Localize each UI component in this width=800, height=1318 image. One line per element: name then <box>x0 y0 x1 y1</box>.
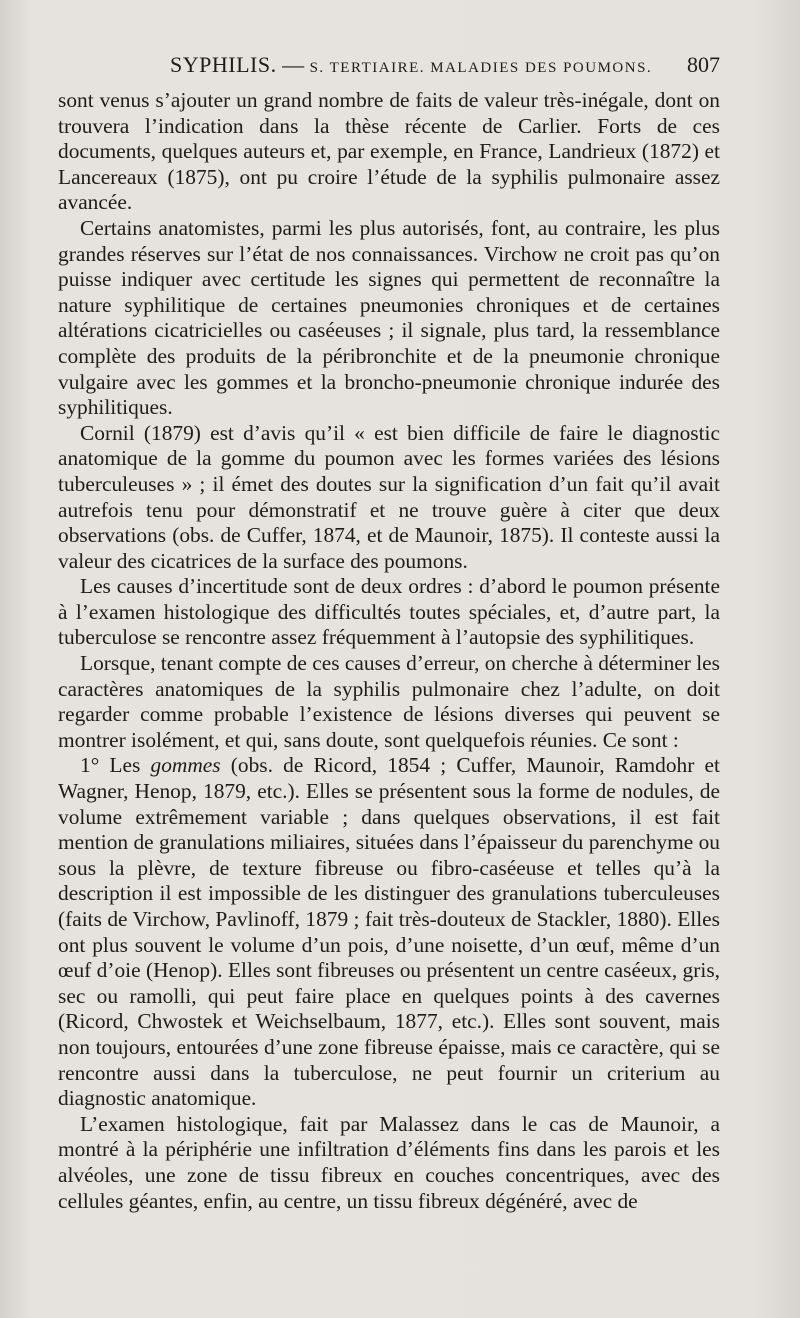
running-title-sub: S. TERTIAIRE. MALADIES DES POUMONS. <box>309 60 653 76</box>
italic-term-gommes: gommes <box>150 753 221 778</box>
paragraph-5: Lorsque, tenant compte de ces causes d’erreur, on cherche à déterminer les caractères anatomiques de la syphilis pulmonaire chez l’adulte, on doit regarder comme probable l’existence de lésions diverses qui peuvent se montrer isolément, et qui, sans doute, sont quelquefois réunies. Ce sont : <box>58 651 720 752</box>
running-title <box>170 52 652 78</box>
running-title-main: SYPHILIS. <box>170 52 277 77</box>
paragraph-2: Certains anatomistes, parmi les plus autorisés, font, au contraire, les plus grandes réserves sur l’état de nos connaissances. Virchow ne croit pas qu’on puisse indiquer avec certitude les signes qui permettent de reconnaître la nature syphilitique de certaines pneumonies chroniques et de certaines altérations cicatricielles ou caséeuses ; il signale, plus tard, la ressemblance complète des produits de la péribronchite et de la pneumonie chronique vulgaire avec les gommes et la broncho-pneumonie chronique indurée des syphilitiques. <box>58 215 720 420</box>
paragraph-7: L’examen histologique, fait par Malassez dans le cas de Maunoir, a montré à la périphérie une infiltration d’éléments fins dans les parois et les alvéoles, une zone de tissu fibreux en couches concentriques, avec des cellules géantes, enfin, au centre, un tissu fibreux dégénéré, avec de <box>58 1111 720 1213</box>
body-text <box>58 88 720 1214</box>
running-header <box>170 52 720 86</box>
paragraph-3: Cornil (1879) est d’avis qu’il « est bien difficile de faire le diagnostic anatomique de la gomme du poumon avec les formes variées des lésions tuberculeuses » ; il émet des doutes sur la signification d’un fait qu’il avait autrefois tenu pour démonstratif et ne trouve guère à citer que deux observations (obs. de Cuffer, 1874, et de Maunoir, 1875). Il conteste aussi la valeur des cicatrices de la surface des poumons. <box>58 420 720 573</box>
list-number: 1° Les <box>80 753 151 778</box>
running-title-dash: — <box>276 52 310 77</box>
paragraph-6 <box>58 753 720 1111</box>
paragraph-6-text: (obs. de Ricord, 1854 ; Cuffer, Maunoir, Ramdohr et Wagner, Henop, 1879, etc.). Elles se présentent sous la forme de nodules, de volume extrêmement variable ; dans quelques observations, il est fait mention de granulations miliaires, situées dans l’épaisseur du parenchyme ou sous la plèvre, de texture fibreuse ou fibro-caséeuse et telles qu’à la description il est impossible de les distinguer des granulations tuberculeuses (faits de Virchow, Pavlinoff, 1879 ; fait très-douteux de Stackler, 1880). Elles ont plus souvent le volume d’un pois, d’une noisette, d’un œuf, même d’un œuf d’oie (Henop). Elles sont fibreuses ou présentent un centre caséeux, gris, sec ou ramolli, qui peut faire place en quelques points à des cavernes (Ricord, Chwostek et Weichselbaum, 1877, etc.). Elles sont souvent, mais non toujours, entourées d’une zone fibreuse épaisse, mais ce caractère, qui se rencontre aussi dans la tuberculose, ne peut fournir un criterium au diagnostic anatomique. <box>58 753 720 1111</box>
page-number: 807 <box>687 52 720 77</box>
paragraph-4: Les causes d’incertitude sont de deux ordres : d’abord le poumon présente à l’examen histologique des difficultés toutes spéciales, et, d’autre part, la tuberculose se rencontre assez fréquemment à l’autopsie des syphilitiques. <box>58 574 720 650</box>
paragraph-1-continued: sont venus s’ajouter un grand nombre de faits de valeur très-inégale, dont on trouvera l’indication dans la thèse récente de Carlier. Forts de ces documents, quelques auteurs et, par exemple, en France, Landrieux (1872) et Lancereaux (1875), ont pu croire l’étude de la syphilis pulmonaire assez avancée. <box>58 88 720 215</box>
